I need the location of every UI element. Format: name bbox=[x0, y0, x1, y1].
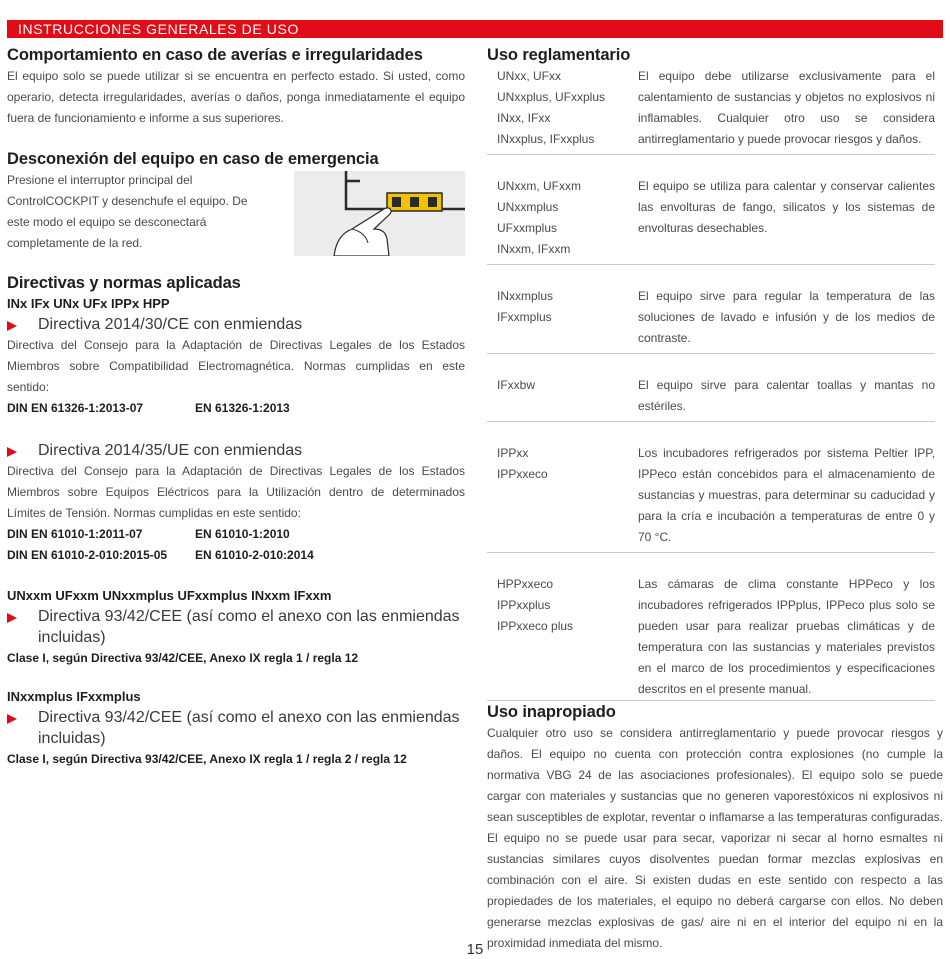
use-row bbox=[487, 286, 935, 354]
heading-intended-use: Uso reglamentario bbox=[487, 46, 631, 64]
use-row bbox=[487, 443, 935, 553]
model-name: HPPxxeco bbox=[497, 577, 554, 591]
model-name: IPPxx bbox=[497, 446, 529, 460]
norm-item: DIN EN 61326-1:2013-07 bbox=[7, 401, 144, 415]
improper-use-text: Cualquier otro uso se considera antirreglamentario y puede provocar riesgos y daños. El equipo no cuenta con protección contra explosiones (no cumple la normativa VBG 24 de las asociaciones profesionales). El equipo solo se puede cargar con materiales y sustancias que no generen vaporestóxicos ni explosivos ni sean susceptibles de explotar, reventar o inflamarse a las temperaturas configuradas. El equipo no se puede usar para secar, vaporizar ni secar al horno esmaltes ni sustancias similares cuyos disolventes puedan formar mezclas explosivas en combinación con el aire. Si existen dudas en este sentido con respecto a las propiedades de los materiales, el equipo no deberá cargarse con ellos. No deben generarse mezclas explosivas de gas/ aire ni en el interior del equipo ni en la proximidad inmediata del mismo. bbox=[487, 726, 943, 950]
left-column bbox=[7, 44, 465, 770]
model-name: UNxx, UFxx bbox=[497, 69, 561, 83]
page-number: 15 bbox=[466, 941, 484, 958]
directive-title: Directiva 93/42/CEE (así como el anexo con las enmiendas incluidas) bbox=[38, 608, 460, 646]
section-header-bar: INSTRUCCIONES GENERALES DE USO bbox=[7, 20, 943, 38]
bullet-triangle-icon bbox=[7, 714, 17, 724]
use-row bbox=[487, 574, 935, 701]
model-name: UNxxmplus bbox=[497, 200, 559, 214]
bullet-triangle-icon bbox=[7, 447, 17, 457]
emergency-text: Presione el interruptor principal del ControlCOCKPIT y desenchufe el equipo. De este modo el equipo se desconectará completamente de la red. bbox=[7, 173, 248, 250]
emergency-block bbox=[7, 170, 465, 272]
directive-title: Directiva 93/42/CEE (así como el anexo con las enmiendas incluidas) bbox=[38, 709, 460, 747]
use-description: El equipo sirve para calentar toallas y mantas no estériles. bbox=[638, 378, 935, 413]
heading-emergency: Desconexión del equipo en caso de emergencia bbox=[7, 150, 379, 168]
directive-title: Directiva 2014/30/CE con enmiendas bbox=[38, 316, 303, 333]
model-name: INxx, IFxx bbox=[497, 111, 551, 125]
class-text: Clase I, según Directiva 93/42/CEE, Anexo IX regla 1 / regla 12 bbox=[7, 651, 359, 665]
directive-models-3: INxxmplus IFxxmplus bbox=[7, 689, 141, 704]
use-description: El equipo se utiliza para calentar y conservar calientes las envolturas de fango, silicatos y los sistemas de envolturas desechables. bbox=[638, 179, 935, 235]
bullet-triangle-icon bbox=[7, 613, 17, 623]
norm-item: EN 61010-1:2010 bbox=[195, 527, 290, 541]
heading-improper-use: Uso inapropiado bbox=[487, 703, 616, 721]
malfunction-text: El equipo solo se puede utilizar si se encuentra en perfecto estado. Si usted, como operario, detecta irregularidades, averías o daños, ponga inmediatamente el equipo fuera de funcionamiento e informe a sus superiores. bbox=[7, 69, 465, 125]
heading-directives: Directivas y normas aplicadas bbox=[7, 274, 241, 292]
model-name: IFxxbw bbox=[497, 378, 536, 392]
model-name: IPPxxeco plus bbox=[497, 619, 574, 633]
directive-title: Directiva 2014/35/UE con enmiendas bbox=[38, 442, 303, 459]
directive-93-42-b bbox=[7, 707, 465, 749]
directive-2014-35 bbox=[7, 440, 465, 461]
model-name: IPPxxplus bbox=[497, 598, 551, 612]
use-description: Los incubadores refrigerados por sistema Peltier IPP, IPPeco están concebidos para el almacenamiento de sustancias y muestras, para determinar su caducidad y para la cría e incubación a temperaturas de entre 0 y 70 °C. bbox=[638, 446, 935, 544]
model-name: UFxxmplus bbox=[497, 221, 558, 235]
right-column bbox=[487, 44, 943, 954]
norm-item: DIN EN 61010-1:2011-07 bbox=[7, 527, 143, 541]
use-description: Las cámaras de clima constante HPPeco y los incubadores refrigerados IPPplus, IPPeco plus solo se pueden usar para realizar pruebas climáticas y de temperatura con las sustancias y materiales previstos en el marco de los procedimientos y especificaciones descritos en el presente manual. bbox=[638, 577, 935, 696]
norms-list-2 bbox=[7, 524, 465, 566]
directive-2014-30 bbox=[7, 314, 465, 335]
use-row bbox=[487, 176, 935, 265]
model-name: INxxm, IFxxm bbox=[497, 242, 571, 256]
norm-item: EN 61010-2-010:2014 bbox=[195, 548, 314, 562]
use-row bbox=[487, 375, 935, 422]
use-description: El equipo debe utilizarse exclusivamente para el calentamiento de sustancias y objetos no explosivos ni inflamables. Cualquier otro uso se considera antirreglamentario y puede provocar riesgos y daños. bbox=[638, 69, 935, 146]
directive-text: Directiva del Consejo para la Adaptación de Directivas Legales de los Estados Miembros sobre Compatibilidad Electromagnética. Normas cumplidas en este sentido: bbox=[7, 338, 465, 394]
bullet-triangle-icon bbox=[7, 321, 17, 331]
model-name: UNxxplus, UFxxplus bbox=[497, 90, 606, 104]
model-name: IPPxxeco bbox=[497, 467, 548, 481]
norms-list-1 bbox=[7, 398, 465, 419]
switch-illustration bbox=[294, 171, 465, 256]
model-name: INxxplus, IFxxplus bbox=[497, 132, 595, 146]
use-row bbox=[487, 66, 935, 155]
directive-models-2: UNxxm UFxxm UNxxmplus UFxxmplus INxxm IFxxm bbox=[7, 588, 332, 603]
model-name: IFxxmplus bbox=[497, 310, 552, 324]
directive-models-1: INx IFx UNx UFx IPPx HPP bbox=[7, 296, 170, 311]
model-name: INxxmplus bbox=[497, 289, 554, 303]
directive-93-42-a bbox=[7, 606, 465, 648]
norm-item: DIN EN 61010-2-010:2015-05 bbox=[7, 548, 168, 562]
directive-text: Directiva del Consejo para la Adaptación de Directivas Legales de los Estados Miembros sobre Equipos Eléctricos para la Utilización dentro de determinados Límites de Tensión. Normas cumplidas en este sentido: bbox=[7, 464, 465, 520]
model-name: UNxxm, UFxxm bbox=[497, 179, 581, 193]
heading-malfunction: Comportamiento en caso de averías e irregularidades bbox=[7, 46, 423, 64]
norm-item: EN 61326-1:2013 bbox=[195, 401, 290, 415]
class-text: Clase I, según Directiva 93/42/CEE, Anexo IX regla 1 / regla 2 / regla 12 bbox=[7, 752, 407, 766]
use-description: El equipo sirve para regular la temperatura de las soluciones de lavado e infusión y de los medios de contraste. bbox=[638, 289, 935, 345]
